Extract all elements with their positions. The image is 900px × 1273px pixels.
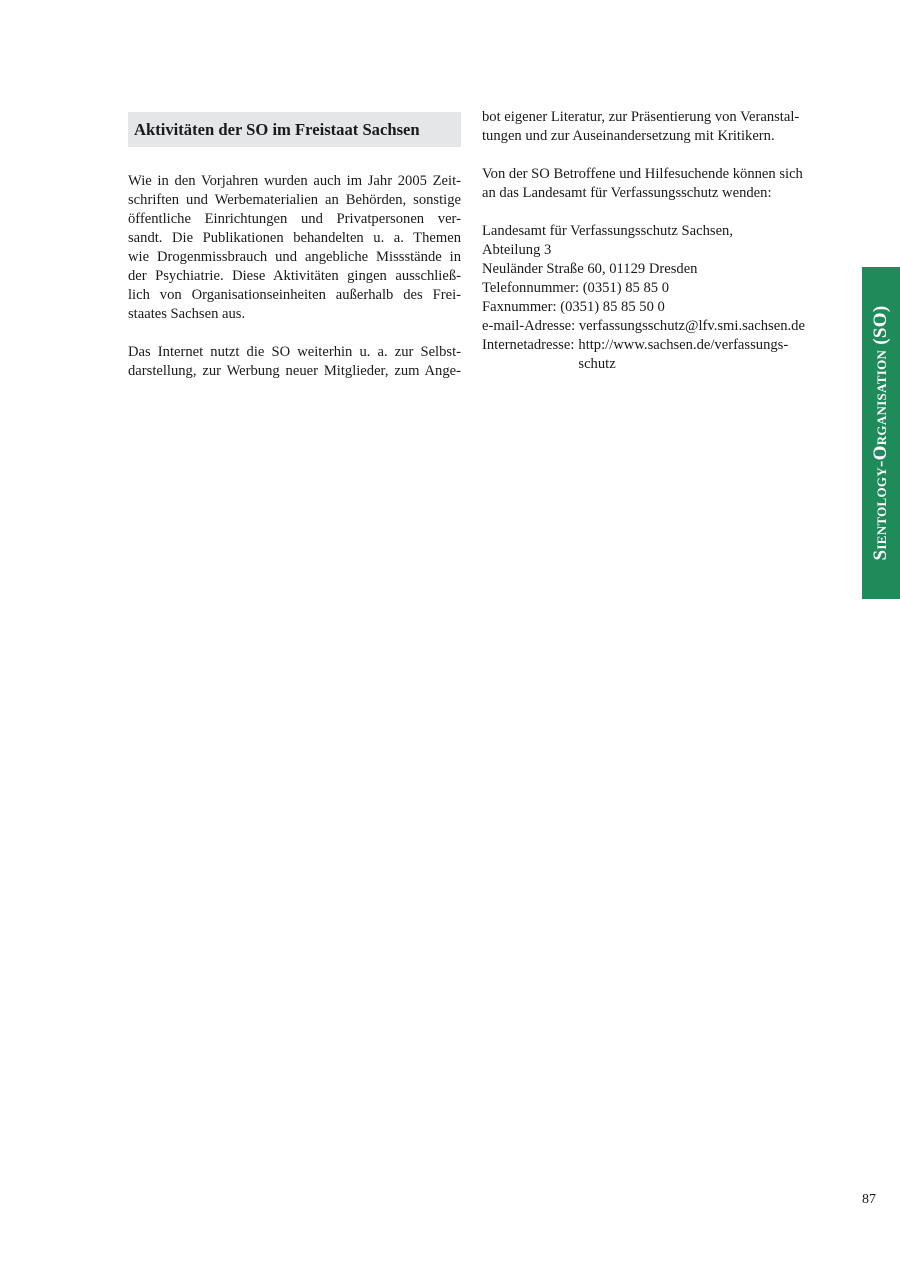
section-heading-box <box>128 112 461 147</box>
text-line: Von der SO Betroffene und Hilfesuchende können sich <box>482 166 803 182</box>
paragraph-continuation <box>482 108 822 146</box>
text-line: an das Landesamt für Verfassungsschutz wenden: <box>482 185 772 201</box>
section-heading: Aktivitäten der SO im Freistaat Sachsen <box>134 120 420 139</box>
page-number: 87 <box>862 1192 876 1207</box>
text-line: Wie in den Vorjahren wurden auch im Jahr 2005 Zeit- <box>128 173 461 189</box>
contact-address <box>482 222 822 374</box>
internet-url-line: schutz <box>578 356 616 372</box>
address-street: Neuländer Straße 60, 01129 Dresden <box>482 261 698 277</box>
text-line: öffentliche Einrichtungen und Privatpersonen ver- <box>128 211 461 227</box>
chapter-side-tab <box>862 267 900 599</box>
left-column <box>128 108 461 400</box>
text-line: lich von Organisationseinheiten außerhalb des Frei- <box>128 287 461 303</box>
text-line: staates Sachsen aus. <box>128 306 246 322</box>
paragraph-contact-intro <box>482 165 822 203</box>
text-line: Das Internet nutzt die SO weiterhin u. a. zur Selbst- <box>128 344 461 360</box>
paragraph-internet <box>128 343 461 381</box>
internet-label: Internetadresse: <box>482 337 575 353</box>
text-line: darstellung, zur Werbung neuer Mitglieder, zum Ange- <box>128 363 461 379</box>
email-address: e-mail-Adresse: verfassungsschutz@lfv.smi.sachsen.de <box>482 318 805 334</box>
chapter-side-tab-label: Sientology-Organisation (SO) <box>870 305 891 561</box>
text-line: schriften und Werbematerialien an Behörden, sonstige <box>128 192 461 208</box>
internet-url <box>574 336 788 374</box>
text-line: sandt. Die Publikationen behandelten u. a. Themen <box>128 230 461 246</box>
phone-number: Telefonnummer: (0351) 85 85 0 <box>482 280 670 296</box>
internet-address <box>482 336 822 374</box>
text-line: der Psychiatrie. Diese Aktivitäten gingen ausschließ- <box>128 268 461 284</box>
fax-number: Faxnummer: (0351) 85 85 50 0 <box>482 299 665 315</box>
text-line: wie Drogenmissbrauch und angebliche Missstände in <box>128 249 461 265</box>
internet-url-line: http://www.sachsen.de/verfassungs- <box>578 337 789 353</box>
address-authority: Landesamt für Verfassungsschutz Sachsen, <box>482 223 734 239</box>
text-line: bot eigener Literatur, zur Präsentierung von Veranstal- <box>482 109 800 125</box>
paragraph-publications <box>128 172 461 324</box>
text-line: tungen und zur Auseinandersetzung mit Kritikern. <box>482 128 775 144</box>
address-department: Abteilung 3 <box>482 242 552 258</box>
right-column <box>482 108 822 374</box>
